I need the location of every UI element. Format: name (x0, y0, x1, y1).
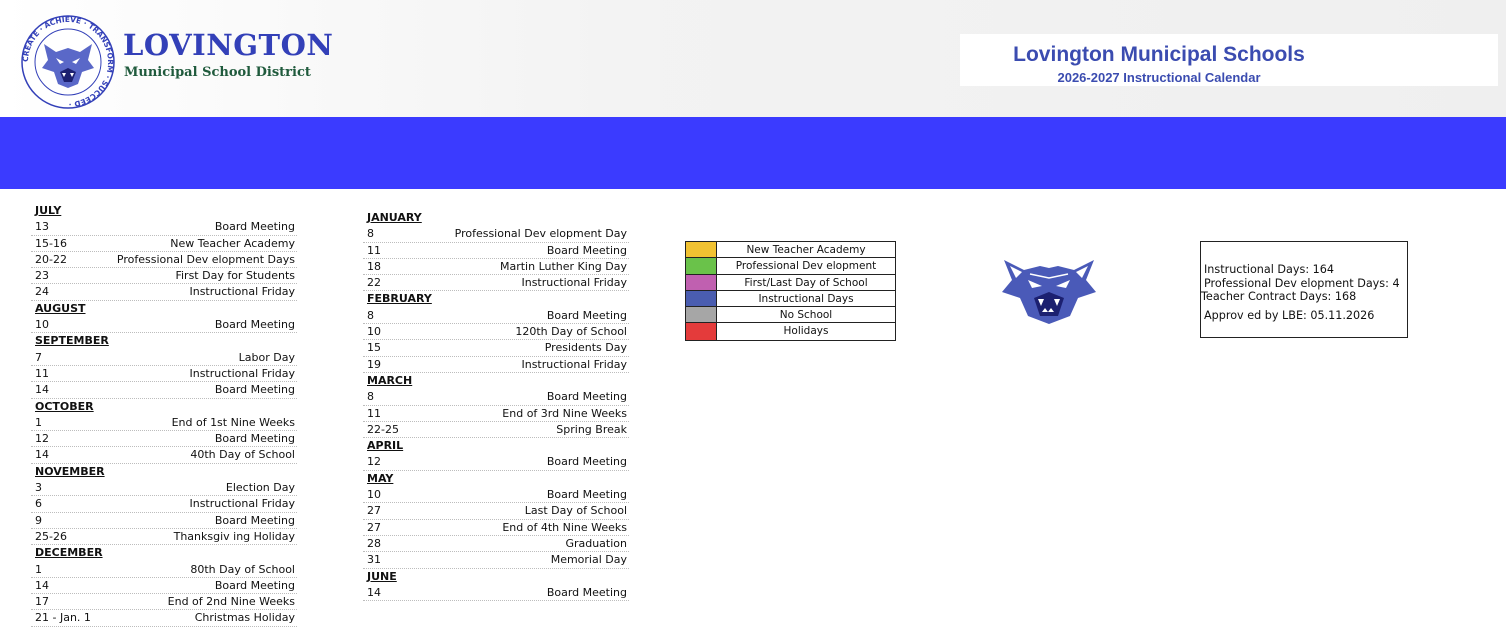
event-row (363, 275, 629, 291)
legend-swatch (686, 258, 717, 273)
event-name: End of 2nd Nine Weeks (167, 595, 295, 609)
calendar-column-left (31, 203, 297, 627)
legend-label: No School (779, 309, 833, 322)
event-name: Thanksgiv ing Holiday (173, 529, 295, 543)
event-name: Spring Break (556, 422, 627, 436)
event-row (363, 520, 629, 536)
event-date: 17 (35, 595, 49, 609)
month-heading: SEPTEMBER (35, 334, 109, 348)
event-row (31, 594, 297, 610)
event-row (363, 406, 629, 422)
event-row (31, 236, 297, 252)
event-date: 1 (35, 415, 42, 429)
month-heading: APRIL (367, 439, 404, 453)
event-date: 6 (35, 497, 42, 511)
event-name: Board Meeting (214, 432, 295, 446)
event-date: 20-22 (35, 252, 67, 266)
legend-label: First/Last Day of School (744, 276, 868, 289)
legend-row (686, 307, 895, 323)
event-date: 13 (35, 220, 49, 234)
event-row (31, 513, 297, 529)
event-date: 10 (35, 318, 49, 332)
event-row (363, 357, 629, 373)
event-name: 80th Day of School (190, 562, 295, 576)
pd-days-stat: Professional Dev elopment Days: 4 (1204, 277, 1400, 290)
calendar-stats-box (1200, 241, 1408, 338)
event-date: 11 (35, 366, 49, 380)
event-row (363, 552, 629, 568)
event-name: Board Meeting (546, 308, 627, 322)
event-date: 27 (367, 504, 381, 518)
event-name: Instructional Friday (521, 357, 627, 371)
logo-title: LOVINGTON (123, 28, 334, 62)
event-name: Instructional Friday (189, 285, 295, 299)
instructional-days-stat: Instructional Days: 164 (1204, 263, 1334, 276)
event-row (31, 415, 297, 431)
legend-swatch (686, 242, 717, 257)
month-heading: FEBRUARY (367, 292, 432, 306)
event-date: 8 (367, 308, 374, 322)
event-row (363, 243, 629, 259)
event-date: 27 (367, 520, 381, 534)
month-heading: NOVEMBER (35, 464, 105, 478)
event-row (31, 382, 297, 398)
page-title: Lovington Municipal Schools (1013, 43, 1305, 66)
event-date: 18 (367, 259, 381, 273)
event-name: Martin Luther King Day (499, 259, 627, 273)
legend-label: Instructional Days (758, 292, 854, 305)
month-heading: AUGUST (35, 301, 86, 315)
event-name: Graduation (565, 536, 627, 550)
legend-label: Holidays (783, 325, 829, 338)
event-date: 24 (35, 285, 49, 299)
legend-swatch (686, 307, 717, 322)
event-name: Instructional Friday (521, 276, 627, 290)
event-name: Board Meeting (214, 383, 295, 397)
legend-row (686, 242, 895, 258)
legend-row (686, 258, 895, 274)
event-date: 14 (35, 578, 49, 592)
legend-row (686, 275, 895, 291)
event-date: 11 (367, 243, 381, 257)
event-date: 10 (367, 325, 381, 339)
event-name: 120th Day of School (515, 325, 627, 339)
event-row (363, 585, 629, 601)
event-date: 10 (367, 488, 381, 502)
event-date: 12 (367, 455, 381, 469)
title-box (960, 34, 1498, 86)
event-row (31, 431, 297, 447)
event-row (363, 487, 629, 503)
event-row (31, 252, 297, 268)
event-row (31, 529, 297, 545)
month-heading: MAY (367, 471, 394, 485)
event-row (31, 496, 297, 512)
event-name: Board Meeting (214, 318, 295, 332)
event-date: 7 (35, 350, 42, 364)
event-date: 22 (367, 276, 381, 290)
event-date: 19 (367, 357, 381, 371)
event-row (363, 422, 629, 438)
event-name: Board Meeting (546, 455, 627, 469)
legend-swatch (686, 275, 717, 290)
legend-row (686, 291, 895, 307)
event-name: Board Meeting (214, 220, 295, 234)
event-date: 1 (35, 562, 42, 576)
color-legend (685, 241, 896, 341)
blue-banner (0, 117, 1506, 189)
event-date: 28 (367, 536, 381, 550)
event-date: 11 (367, 406, 381, 420)
month-heading: JUNE (367, 569, 397, 583)
month-heading: MARCH (367, 373, 413, 387)
event-name: Instructional Friday (189, 497, 295, 511)
event-date: 14 (367, 585, 381, 599)
contract-days-stat: Teacher Contract Days: 168 (1201, 290, 1357, 303)
seal-text: CREATE · ACHIEVE · TRANSFORM · SUCCEED · (20, 14, 116, 110)
event-row (31, 610, 297, 626)
event-row (363, 308, 629, 324)
event-date: 31 (367, 553, 381, 567)
event-name: First Day for Students (175, 269, 295, 283)
event-date: 9 (35, 513, 42, 527)
legend-label: New Teacher Academy (746, 244, 866, 256)
approval-date: Approv ed by LBE: 05.11.2026 (1204, 309, 1375, 322)
calendar-subtitle: 2026-2027 Instructional Calendar (1057, 70, 1261, 85)
event-name: Board Meeting (546, 243, 627, 257)
legend-label: Professional Dev elopment (735, 260, 877, 273)
page-header (0, 0, 1506, 117)
event-name: Board Meeting (546, 390, 627, 404)
event-date: 8 (367, 227, 374, 241)
event-row (363, 536, 629, 552)
event-name: Last Day of School (524, 504, 627, 518)
event-row (363, 226, 629, 242)
event-row (31, 219, 297, 235)
event-date: 14 (35, 383, 49, 397)
legend-swatch (686, 323, 717, 339)
event-date: 22-25 (367, 422, 399, 436)
event-row (31, 578, 297, 594)
event-date: 15 (367, 341, 381, 355)
calendar-column-right (363, 210, 629, 601)
event-date: 12 (35, 432, 49, 446)
event-date: 25-26 (35, 529, 67, 543)
event-row (31, 447, 297, 463)
event-row (31, 562, 297, 578)
event-row (363, 340, 629, 356)
event-name: Presidents Day (544, 341, 627, 355)
event-row (363, 389, 629, 405)
event-name: Instructional Friday (189, 366, 295, 380)
event-name: Board Meeting (546, 585, 627, 599)
event-row (31, 350, 297, 366)
legend-swatch (686, 291, 717, 306)
event-name: End of 3rd Nine Weeks (502, 406, 627, 420)
event-name: New Teacher Academy (170, 236, 295, 250)
event-row (363, 259, 629, 275)
event-date: 3 (35, 481, 42, 495)
month-heading: OCTOBER (35, 399, 94, 413)
event-date: 8 (367, 390, 374, 404)
month-heading: DECEMBER (35, 546, 103, 560)
event-date: 23 (35, 269, 49, 283)
event-row (31, 268, 297, 284)
event-name: Professional Dev elopment Day (454, 227, 627, 241)
event-name: Professional Dev elopment Days (116, 252, 295, 266)
event-row (363, 324, 629, 340)
logo-subtitle: Municipal School District (124, 65, 311, 80)
event-name: Election Day (225, 481, 295, 495)
event-date: 14 (35, 448, 49, 462)
wildcat-mascot-icon (1000, 254, 1098, 326)
event-name: Board Meeting (214, 513, 295, 527)
event-date: 15-16 (35, 236, 67, 250)
event-name: End of 1st Nine Weeks (171, 415, 295, 429)
event-name: Board Meeting (546, 488, 627, 502)
event-row (31, 284, 297, 300)
event-name: Christmas Holiday (194, 611, 295, 625)
event-row (31, 366, 297, 382)
event-row (363, 454, 629, 470)
event-name: End of 4th Nine Weeks (502, 520, 627, 534)
month-heading: JULY (35, 204, 62, 217)
event-row (31, 480, 297, 496)
month-heading: JANUARY (367, 211, 422, 224)
event-name: Board Meeting (214, 578, 295, 592)
event-row (31, 317, 297, 333)
event-name: Memorial Day (550, 553, 627, 567)
wildcat-seal-logo (20, 14, 116, 110)
event-name: Labor Day (238, 350, 295, 364)
legend-row (686, 323, 895, 339)
event-date: 21 - Jan. 1 (35, 611, 91, 625)
event-name: 40th Day of School (190, 448, 295, 462)
event-row (363, 503, 629, 519)
